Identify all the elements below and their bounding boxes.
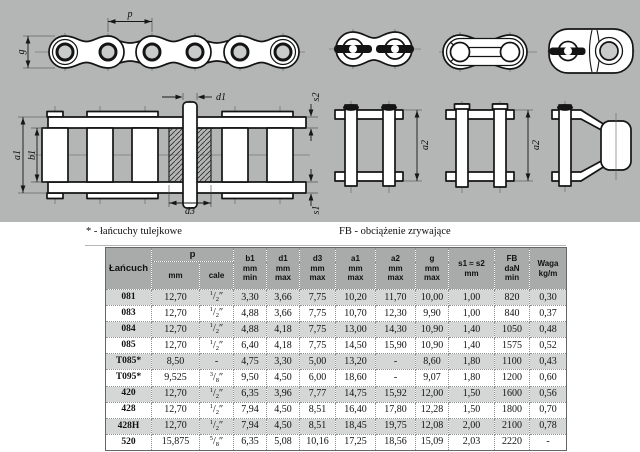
value-cell: 7,77	[300, 386, 336, 402]
chain-id-cell: 520	[106, 434, 152, 450]
offset-link-drawing	[545, 22, 637, 80]
value-cell: 3,96	[267, 386, 300, 402]
value-cell: 3,30	[267, 354, 300, 370]
value-cell: 10,90	[416, 338, 449, 354]
dim-label-s2: s2	[311, 92, 322, 102]
value-cell: 9,07	[416, 370, 449, 386]
value-cell: 1,00	[449, 290, 495, 306]
value-cell: 10,90	[416, 322, 449, 338]
value-cell: 16,40	[336, 402, 376, 418]
value-cell: 3,66	[267, 306, 300, 322]
value-cell: 14,30	[376, 322, 416, 338]
table-row	[106, 418, 567, 434]
value-cell: 0,78	[530, 418, 567, 434]
value-cell: 10,20	[336, 290, 376, 306]
value-cell: 1050	[495, 322, 530, 338]
value-cell: 7,75	[300, 322, 336, 338]
value-cell: 0,43	[530, 354, 567, 370]
value-cell: 0,60	[530, 370, 567, 386]
value-cell: 2100	[495, 418, 530, 434]
table-header	[106, 248, 567, 290]
value-cell: 4,18	[267, 322, 300, 338]
value-cell: 6,35	[234, 434, 267, 450]
separator-line	[85, 245, 566, 246]
value-cell: 15,92	[376, 386, 416, 402]
value-cell: 4,88	[234, 306, 267, 322]
dim-label-d1: d1	[216, 92, 226, 103]
value-cell: 4,50	[267, 370, 300, 386]
value-cell: $^1/_2''$	[200, 322, 234, 338]
value-cell: $^1/_2''$	[200, 418, 234, 434]
value-cell: 18,60	[336, 370, 376, 386]
table-body	[106, 290, 567, 451]
value-cell: 9,90	[416, 306, 449, 322]
value-cell: 9,525	[152, 370, 200, 386]
dim-label-b1: b1	[27, 150, 38, 160]
col-header-d3: d3 mm max	[300, 248, 336, 290]
value-cell: 1600	[495, 386, 530, 402]
value-cell: 4,75	[234, 354, 267, 370]
col-header-chain: Łańcuch	[106, 248, 152, 290]
value-cell: 17,25	[336, 434, 376, 450]
value-cell: 7,75	[300, 338, 336, 354]
chain-id-cell: 428H	[106, 418, 152, 434]
value-cell: 4,88	[234, 322, 267, 338]
value-cell: 0,52	[530, 338, 567, 354]
table-row	[106, 354, 567, 370]
value-cell: 12,70	[152, 306, 200, 322]
value-cell: -	[200, 354, 234, 370]
value-cell: 3,30	[234, 290, 267, 306]
value-cell: 9,50	[234, 370, 267, 386]
value-cell: 4,50	[267, 418, 300, 434]
table-row	[106, 290, 567, 306]
value-cell: 12,00	[416, 386, 449, 402]
value-cell: 15,09	[416, 434, 449, 450]
value-cell: 2,00	[449, 418, 495, 434]
value-cell: $^1/_2''$	[200, 386, 234, 402]
col-header-d1: d1 mm max	[267, 248, 300, 290]
value-cell: $^1/_2''$	[200, 338, 234, 354]
value-cell: 0,30	[530, 290, 567, 306]
value-cell: 18,56	[376, 434, 416, 450]
spring-clip-link-drawing	[437, 20, 541, 80]
value-cell: 1800	[495, 402, 530, 418]
value-cell: 5,00	[300, 354, 336, 370]
value-cell: 820	[495, 290, 530, 306]
value-cell: 4,50	[267, 402, 300, 418]
chain-side-view-drawing	[15, 8, 315, 88]
dim-label-d3: d3	[185, 206, 195, 217]
value-cell: 19,75	[376, 418, 416, 434]
col-header-a2: a2 mm max	[376, 248, 416, 290]
spec-table	[105, 247, 567, 451]
value-cell: 8,51	[300, 402, 336, 418]
value-cell: 12,70	[152, 290, 200, 306]
chain-id-cell: T085*	[106, 354, 152, 370]
value-cell: 13,20	[336, 354, 376, 370]
value-cell: 1575	[495, 338, 530, 354]
chain-id-cell: 081	[106, 290, 152, 306]
value-cell: 12,30	[376, 306, 416, 322]
value-cell: 6,40	[234, 338, 267, 354]
value-cell: 3,66	[267, 290, 300, 306]
value-cell: 10,00	[416, 290, 449, 306]
value-cell: 7,75	[300, 306, 336, 322]
value-cell: 8,50	[152, 354, 200, 370]
chain-id-cell: 420	[106, 386, 152, 402]
col-header-p-cale: cale	[200, 262, 234, 290]
footnote-breaking-load: FB - obciążenie zrywające	[339, 226, 451, 237]
value-cell: 6,35	[234, 386, 267, 402]
value-cell: 11,70	[376, 290, 416, 306]
dim-label-a2-second: a2	[531, 140, 542, 150]
col-header-p-mm: mm	[152, 262, 200, 290]
footnote-bush-chains: * - łańcuchy tulejkowe	[86, 226, 182, 237]
value-cell: 1,00	[449, 306, 495, 322]
value-cell: 14,50	[336, 338, 376, 354]
value-cell: 18,45	[336, 418, 376, 434]
value-cell: 13,00	[336, 322, 376, 338]
value-cell: 1,80	[449, 370, 495, 386]
chain-plan-view-drawing	[10, 86, 322, 216]
value-cell: 0,37	[530, 306, 567, 322]
value-cell: 7,94	[234, 418, 267, 434]
dim-label-g: g	[16, 49, 27, 55]
value-cell: 1,50	[449, 402, 495, 418]
value-cell: 10,16	[300, 434, 336, 450]
value-cell: 7,94	[234, 402, 267, 418]
table-row	[106, 370, 567, 386]
chain-id-cell: 084	[106, 322, 152, 338]
technical-drawings-panel	[0, 0, 640, 222]
value-cell: 12,70	[152, 402, 200, 418]
table-row	[106, 322, 567, 338]
value-cell: 1,50	[449, 386, 495, 402]
dim-label-a2-first: a2	[420, 140, 431, 150]
col-header-s1s2: s1 ≈ s2 mm	[449, 248, 495, 290]
value-cell: 5,08	[267, 434, 300, 450]
table-row	[106, 386, 567, 402]
value-cell: 1100	[495, 354, 530, 370]
chain-id-cell: 428	[106, 402, 152, 418]
col-header-b1: b1 mm min	[234, 248, 267, 290]
value-cell: 8,51	[300, 418, 336, 434]
table-row	[106, 338, 567, 354]
value-cell: $^3/_8''$	[200, 370, 234, 386]
value-cell: 17,80	[376, 402, 416, 418]
value-cell: -	[376, 370, 416, 386]
value-cell: 1,40	[449, 322, 495, 338]
value-cell: $^1/_2''$	[200, 306, 234, 322]
value-cell: 15,875	[152, 434, 200, 450]
col-header-waga: Waga kg/m	[530, 248, 567, 290]
value-cell: $^1/_2''$	[200, 290, 234, 306]
value-cell: $^5/_8''$	[200, 434, 234, 450]
col-header-g: g mm max	[416, 248, 449, 290]
value-cell: 7,75	[300, 290, 336, 306]
value-cell: 0,56	[530, 386, 567, 402]
value-cell: 1,40	[449, 338, 495, 354]
value-cell: 0,70	[530, 402, 567, 418]
value-cell: 12,08	[416, 418, 449, 434]
value-cell: 8,60	[416, 354, 449, 370]
col-header-a1: a1 mm max	[336, 248, 376, 290]
value-cell: 1,80	[449, 354, 495, 370]
chain-id-cell: T095*	[106, 370, 152, 386]
value-cell: 2,03	[449, 434, 495, 450]
chain-id-cell: 083	[106, 306, 152, 322]
value-cell: 12,70	[152, 386, 200, 402]
dim-label-s1: s1	[311, 205, 322, 215]
value-cell: 4,18	[267, 338, 300, 354]
cross-section-clip-link-drawing	[443, 100, 542, 195]
value-cell: 12,70	[152, 418, 200, 434]
value-cell: 6,00	[300, 370, 336, 386]
value-cell: 12,28	[416, 402, 449, 418]
chain-id-cell: 085	[106, 338, 152, 354]
value-cell: 1200	[495, 370, 530, 386]
dim-label-p: p	[127, 9, 133, 20]
col-header-p: p	[152, 248, 234, 262]
table-row	[106, 402, 567, 418]
table-row	[106, 434, 567, 450]
col-header-fb: FB daN min	[495, 248, 530, 290]
dim-label-a1: a1	[12, 150, 23, 160]
cross-section-pin-link-drawing	[332, 100, 431, 195]
value-cell: 12,70	[152, 322, 200, 338]
value-cell: 840	[495, 306, 530, 322]
value-cell: 2220	[495, 434, 530, 450]
value-cell: -	[530, 434, 567, 450]
cross-section-offset-link-drawing	[549, 100, 639, 195]
value-cell: 0,48	[530, 322, 567, 338]
pin-link-drawing	[325, 20, 425, 80]
value-cell: 12,70	[152, 338, 200, 354]
value-cell: 15,90	[376, 338, 416, 354]
value-cell: 14,75	[336, 386, 376, 402]
value-cell: $^1/_2''$	[200, 402, 234, 418]
table-row	[106, 306, 567, 322]
value-cell: 10,70	[336, 306, 376, 322]
value-cell: -	[376, 354, 416, 370]
